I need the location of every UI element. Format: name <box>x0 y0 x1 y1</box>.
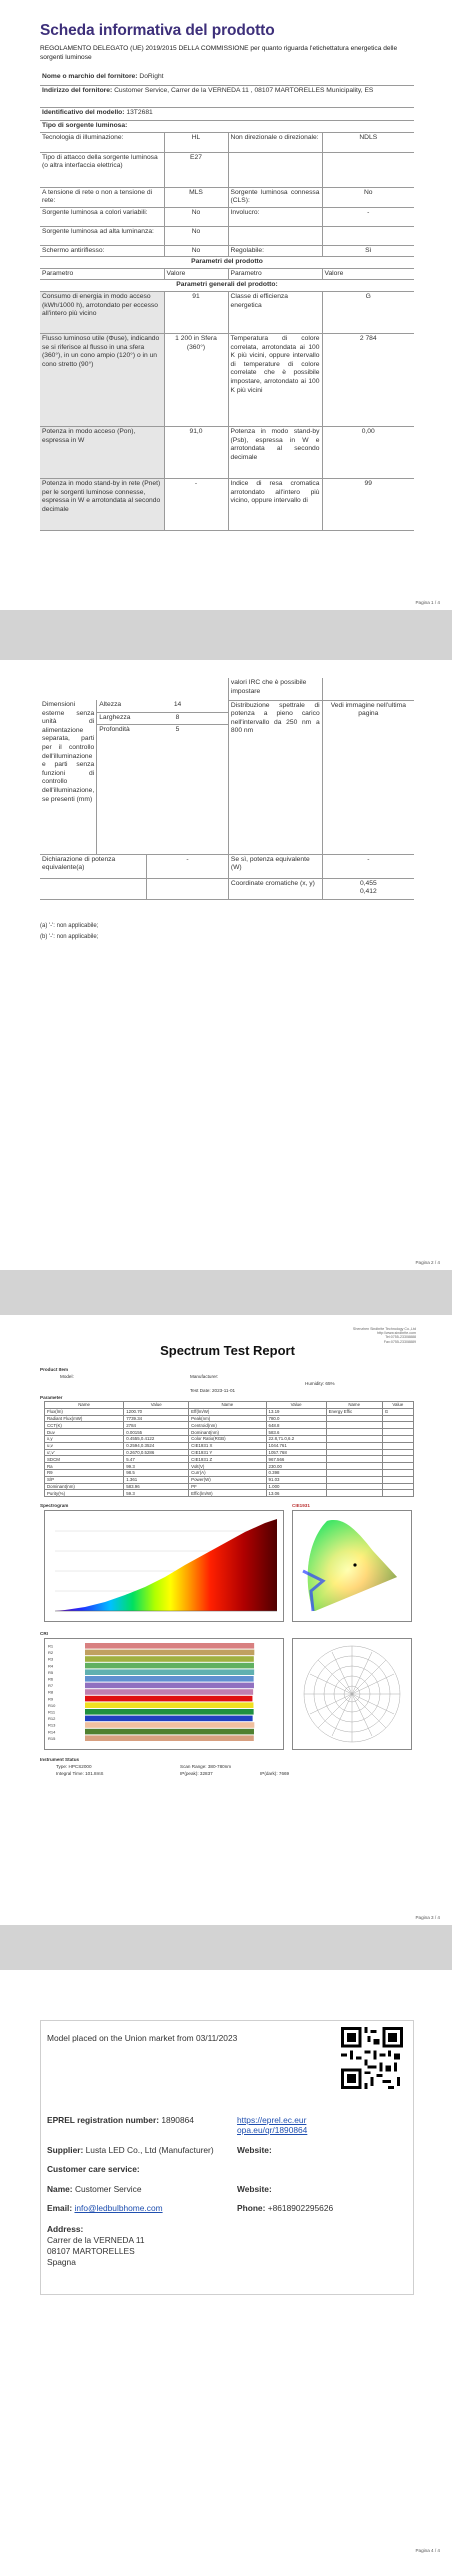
param-cell <box>382 1469 413 1476</box>
params-header: Parametri del prodotto <box>40 257 414 269</box>
param-cell: SDCM <box>45 1456 124 1463</box>
param-cell: 1.000 <box>266 1483 326 1490</box>
address-line: Spagna <box>47 2257 76 2267</box>
test-date: Test Date: 2023-11-01 <box>190 1388 236 1393</box>
cie-chart <box>292 1510 412 1622</box>
spectral-label: Distribuzione spettrale di potenza a pieno carico nell'intervallo da 250 nm a 800 nm <box>228 700 322 854</box>
integral-time: Integral Time: 101.8mS <box>56 1771 104 1776</box>
cri-bar-R9 <box>85 1696 252 1702</box>
param-cell: 583.96 <box>124 1483 189 1490</box>
regulation-text: REGOLAMENTO DELEGATO (UE) 2019/2015 DELLA COMMISSIONE per quanto riguarda l'etichettatura energetica delle sorgenti luminose <box>40 45 398 61</box>
param-cell: Dominant(nm) <box>45 1483 124 1490</box>
cri-label-R4: R4 <box>48 1663 54 1669</box>
eprel-label: EPREL registration number: <box>47 2115 159 2125</box>
param-col-header: Value <box>124 1402 189 1409</box>
param-cell: Effic(lm/W) <box>189 1490 266 1497</box>
param-cell <box>382 1429 413 1436</box>
row-value <box>322 152 414 187</box>
row-value: NDLS <box>322 133 414 152</box>
ip-dark: IP(dark): 7669 <box>260 1771 290 1776</box>
param-row <box>45 1463 414 1470</box>
page-number: Pagina 4 / 4 <box>415 2548 440 2553</box>
row-label: Indice di resa cromatica arrotondato all'intero più vicino, oppure intervallo di <box>228 479 322 531</box>
qr-code <box>341 2027 403 2089</box>
supplier-address-row: Indirizzo del fornitore: Customer Service, Carrer de la VERNEDA 11 , 08107 MARTORELLES Municipality, ES <box>40 85 414 107</box>
instrument-status-label: Instrument Status <box>40 1757 80 1762</box>
cri-bar-R14 <box>85 1729 254 1735</box>
continued-table <box>40 678 414 900</box>
param-col-header: Name <box>326 1402 382 1409</box>
param-cell: 22.8,71.0,6.2 <box>266 1435 326 1442</box>
param-row <box>45 1408 414 1415</box>
param-cell <box>326 1476 382 1483</box>
row-value: HL <box>164 133 228 152</box>
param-cell <box>326 1490 382 1497</box>
param-row <box>45 1456 414 1463</box>
height-label: Altezza <box>97 700 147 712</box>
name-label: Name: <box>47 2184 73 2194</box>
cri-bar-R13 <box>85 1722 254 1728</box>
row-label: Potenza in modo acceso (Pon), espressa in W <box>40 427 164 479</box>
instrument-type: Type: HPCS2000 <box>56 1764 92 1769</box>
cri-label: CRI <box>40 1631 48 1636</box>
cri-label-R9: R9 <box>48 1696 54 1702</box>
depth-label: Profondità <box>97 724 147 854</box>
param-row <box>45 1483 414 1490</box>
footnote-b: (b) '-': non applicabile; <box>40 934 99 940</box>
row-label: valori IRC che è possibile impostare <box>228 678 322 700</box>
depth-value: 5 <box>147 724 209 854</box>
dimensions-label: Dimensioni esterne senza unità di alimentazione separata, parti per il controllo dell'illuminazione e parti senza funzioni di controllo dell'illuminazione, se presenti (mm) <box>40 700 97 854</box>
page-1 <box>0 0 452 610</box>
cri-label-R10: R10 <box>48 1702 56 1708</box>
param-col-header: Value <box>266 1402 326 1409</box>
cri-label-R12: R12 <box>48 1716 56 1722</box>
spectrum-svg <box>45 1511 283 1621</box>
param-cell <box>326 1449 382 1456</box>
param-cell <box>326 1442 382 1449</box>
page-2 <box>0 660 452 1270</box>
row-label: Involucro: <box>228 207 322 226</box>
row-label: Tipo di attacco della sorgente luminosa (o altra interfaccia elettrica) <box>40 152 164 187</box>
address-line: 08107 MARTORELLES <box>47 2246 135 2256</box>
report-header-right: Shenzhen Sindbrite Technology Co.,Ltd http://www.sindbrite.com Tel:0755-23308888 Fax:0755-23308889 <box>352 1327 416 1344</box>
row-label: Potenza in modo stand-by in rete (Pnet) per le sorgenti luminose connesse, espressa in W e arrotondata al secondo decimale <box>40 479 164 531</box>
polar-svg <box>293 1639 411 1749</box>
param-cell: 59.3 <box>124 1490 189 1497</box>
param-cell: 967.566 <box>266 1456 326 1463</box>
param-cell: 13.06 <box>266 1490 326 1497</box>
row-value: 2 784 <box>322 334 414 427</box>
phone-label: Phone: <box>237 2203 266 2213</box>
param-cell: 99.3 <box>124 1463 189 1470</box>
chroma-y: 0,412 <box>359 888 377 896</box>
row-value <box>322 226 414 245</box>
cri-label-R14: R14 <box>48 1729 56 1735</box>
param-cell: Ra <box>45 1463 124 1470</box>
row-label: Flusso luminoso utile (Φuse), indicando se si riferisce al flusso in una sfera (360°), in un cono ampio (120°) o in un cono stretto (90°) <box>40 334 164 427</box>
param-cell: CIE1931 Y <box>189 1449 266 1456</box>
row-value: 91 <box>164 292 228 334</box>
param-cell: x,y <box>45 1435 124 1442</box>
param-cell: Dominant(nm) <box>189 1429 266 1436</box>
ip-peak: IP(peak): 32837 <box>180 1771 213 1776</box>
row-value: Sì <box>322 245 414 257</box>
param-cell: 1.361 <box>124 1476 189 1483</box>
param-cell: CIE1931 Z <box>189 1456 266 1463</box>
eprel-link[interactable]: https://eprel.ec.europa.eu/qr/1890864 <box>237 2115 308 2135</box>
website-label: Website: <box>237 2145 272 2155</box>
param-cell: Curr(A) <box>189 1469 266 1476</box>
param-cell <box>382 1483 413 1490</box>
param-cell: Power(W) <box>189 1476 266 1483</box>
row-label: Tecnologia di illuminazione: <box>40 133 164 152</box>
chromaticity-label: Coordinate cromatiche (x, y) <box>228 878 322 899</box>
param-row <box>45 1435 414 1442</box>
spectrum-area <box>55 1519 277 1611</box>
param-cell <box>382 1456 413 1463</box>
col-header: Parametro <box>40 268 164 280</box>
row-label: A tensione di rete o non a tensione di rete: <box>40 187 164 207</box>
param-cell: CIE1931 X <box>189 1442 266 1449</box>
cri-bar-R6 <box>85 1676 254 1682</box>
row-label: Consumo di energia in modo acceso (kWh/1000 h), arrotondato per eccesso all'intero più vicino <box>40 292 164 334</box>
cri-label-R11: R11 <box>48 1709 56 1715</box>
email-label: Email: <box>47 2203 73 2213</box>
report-title: Spectrum Test Report <box>160 1343 295 1358</box>
param-cell: Peak(nm) <box>189 1415 266 1422</box>
phone-number: +8618902295626 <box>267 2203 334 2213</box>
param-row <box>45 1422 414 1429</box>
param-cell: 13.19 <box>266 1408 326 1415</box>
param-cell: 2784 <box>124 1422 189 1429</box>
equivalent-watt-label: Se sì, potenza equivalente (W) <box>228 854 322 878</box>
product-item-label: Product Item <box>40 1367 69 1372</box>
param-row <box>45 1490 414 1497</box>
cri-label-R2: R2 <box>48 1650 54 1656</box>
polar-chart <box>292 1638 412 1750</box>
qr-code-icon <box>341 2027 403 2089</box>
page-number: Pagina 2 / 4 <box>415 1260 440 1265</box>
param-cell: 0.2594,0.3524 <box>124 1442 189 1449</box>
param-cell <box>326 1469 382 1476</box>
col-header: Valore <box>322 268 414 280</box>
param-cell: Centroid(nm) <box>189 1422 266 1429</box>
row-value: E27 <box>164 152 228 187</box>
row-label: Regolabile: <box>228 245 322 257</box>
row-label: Classe di efficienza energetica <box>228 292 322 334</box>
row-label: Potenza in modo stand-by (Psb), espressa in W e arrotondata al secondo decimale <box>228 427 322 479</box>
page-4 <box>0 1970 452 2560</box>
param-cell: 230.00 <box>266 1463 326 1470</box>
width-label: Larghezza <box>97 712 147 724</box>
param-cell: G <box>382 1408 413 1415</box>
cri-label-R3: R3 <box>48 1656 54 1662</box>
cri-bar-R7 <box>85 1683 254 1689</box>
param-cell: S/P <box>45 1476 124 1483</box>
row-label <box>228 152 322 187</box>
row-value: No <box>164 207 228 226</box>
cri-bar-R8 <box>85 1689 253 1695</box>
param-cell <box>382 1422 413 1429</box>
cri-label-R8: R8 <box>48 1689 54 1695</box>
placed-on-market: Model placed on the Union market from 03/11/2023 <box>47 2033 238 2043</box>
param-cell: Energy Effic <box>326 1408 382 1415</box>
row-value: 0,00 <box>322 427 414 479</box>
page-title: Scheda informativa del prodotto <box>40 22 275 39</box>
chroma-x: 0,455 <box>359 879 377 887</box>
website2-label: Website: <box>237 2184 272 2194</box>
param-cell: R9 <box>45 1469 124 1476</box>
param-cell <box>382 1463 413 1470</box>
param-cell: 583.6 <box>266 1429 326 1436</box>
param-cell: Color Ratio(RGB) <box>189 1435 266 1442</box>
row-value: 91,0 <box>164 427 228 479</box>
row-value: 99 <box>322 479 414 531</box>
supplier-label: Supplier: <box>47 2145 84 2155</box>
parameter-table <box>44 1401 414 1497</box>
col-header: Valore <box>164 268 228 280</box>
param-cell <box>382 1435 413 1442</box>
param-cell: Eff(lm/W) <box>189 1408 266 1415</box>
param-row <box>45 1429 414 1436</box>
param-col-header: Name <box>45 1402 124 1409</box>
page-3 <box>0 1315 452 1925</box>
height-value: 14 <box>147 700 209 712</box>
row-label: Schermo antiriflesso: <box>40 245 164 257</box>
col-header: Parametro <box>228 268 322 280</box>
param-cell <box>326 1415 382 1422</box>
address-line: Carrer de la VERNEDA 11 <box>47 2235 145 2245</box>
cri-bar-R11 <box>85 1709 254 1715</box>
param-col-header: Name <box>189 1402 266 1409</box>
row-label: Temperatura di colore correlata, arrotondata ai 100 K più vicini, oppure intervallo di temperature di colore correlate che è possibile impostare, arrotondato ai 100 K più vicini <box>228 334 322 427</box>
general-params-header: Parametri generali del prodotto: <box>40 280 414 292</box>
address-label: Address: <box>47 2224 84 2234</box>
cri-svg <box>45 1639 283 1749</box>
param-cell: 0.2670,0.5286 <box>124 1449 189 1456</box>
row-value: No <box>164 245 228 257</box>
param-cell: PF <box>189 1483 266 1490</box>
chromaticity-value <box>322 878 414 899</box>
row-value: No <box>322 187 414 207</box>
model-label: Model: <box>60 1374 74 1379</box>
param-cell: 7739.34 <box>124 1415 189 1422</box>
param-cell: 98.5 <box>124 1469 189 1476</box>
cie-svg <box>293 1511 411 1621</box>
param-cell <box>326 1463 382 1470</box>
cri-label-R7: R7 <box>48 1683 54 1689</box>
param-cell: Flux(lm) <box>45 1408 124 1415</box>
param-cell: Duv <box>45 1429 124 1436</box>
type-table <box>40 133 414 531</box>
row-label: Sorgente luminosa a colori variabili: <box>40 207 164 226</box>
param-cell <box>326 1483 382 1490</box>
param-cell: 0.398 <box>266 1469 326 1476</box>
cri-bar-R4 <box>85 1663 254 1669</box>
row-label <box>228 226 322 245</box>
param-cell <box>326 1429 382 1436</box>
param-cell <box>382 1449 413 1456</box>
param-row <box>45 1469 414 1476</box>
param-row <box>45 1476 414 1483</box>
equivalent-watt-value: - <box>322 854 414 878</box>
equivalent-power-value: - <box>147 854 229 878</box>
param-cell: 5.47 <box>124 1456 189 1463</box>
cri-label-R5: R5 <box>48 1669 54 1675</box>
row-value: G <box>322 292 414 334</box>
parameter-label: Parameter <box>40 1395 63 1400</box>
param-cell: Purity(%) <box>45 1490 124 1497</box>
param-cell: 0.00155 <box>124 1429 189 1436</box>
cri-label-R6: R6 <box>48 1676 54 1682</box>
cri-label-R13: R13 <box>48 1722 56 1728</box>
email-link[interactable]: info@ledbulbhome.com <box>74 2203 163 2213</box>
customer-care-label: Customer care service: <box>47 2164 140 2174</box>
row-label: Sorgente luminosa connessa (CLS): <box>228 187 322 207</box>
param-cell: 91.03 <box>266 1476 326 1483</box>
param-cell <box>382 1415 413 1422</box>
model-row: Identificativo del modello: 13T2681 <box>40 107 414 120</box>
row-label: Sorgente luminosa ad alta luminanza: <box>40 226 164 245</box>
cri-label-R15: R15 <box>48 1735 56 1741</box>
param-cell: 0.4555,0.4122 <box>124 1435 189 1442</box>
cri-bar-R5 <box>85 1669 254 1675</box>
param-cell: CCT(K) <box>45 1422 124 1429</box>
param-cell: 780.0 <box>266 1415 326 1422</box>
cri-bar-R2 <box>85 1650 254 1656</box>
page-number: Pagina 3 / 4 <box>415 1915 440 1920</box>
param-cell <box>326 1422 382 1429</box>
supplier-name: Lusta LED Co., Ltd (Manufacturer) <box>85 2145 214 2155</box>
param-cell: Radiant Flux(mW) <box>45 1415 124 1422</box>
param-row <box>45 1415 414 1422</box>
scan-range: Scan Range: 380-780nm <box>180 1764 232 1769</box>
row-value: - <box>164 479 228 531</box>
cie-point <box>353 1563 356 1566</box>
cri-bar-R15 <box>85 1735 254 1741</box>
humidity-label: Humidity: 65% <box>305 1381 335 1386</box>
cri-bar-R10 <box>85 1702 253 1708</box>
spectrogram-chart <box>44 1510 284 1622</box>
param-cell <box>382 1442 413 1449</box>
row-value: No <box>164 226 228 245</box>
param-cell: 1044.761 <box>266 1442 326 1449</box>
row-value: - <box>322 207 414 226</box>
param-cell <box>326 1435 382 1442</box>
param-col-header: Value <box>382 1402 413 1409</box>
cri-chart <box>44 1638 284 1750</box>
spectrogram-label: Spectrogram <box>40 1503 69 1508</box>
param-cell <box>326 1456 382 1463</box>
eprel-number: 1890864 <box>161 2115 194 2125</box>
equivalent-power-label: Dichiarazione di potenza equivalente(a) <box>40 854 147 878</box>
cri-bar-R12 <box>85 1716 253 1722</box>
eprel-box <box>40 2020 414 2295</box>
row-value: MLS <box>164 187 228 207</box>
param-cell: u',v' <box>45 1449 124 1456</box>
row-label: Non direzionale o direzionale: <box>228 133 322 152</box>
customer-name: Customer Service <box>74 2184 142 2194</box>
footnote-a: (a) '-': non applicabile; <box>40 923 99 929</box>
param-row <box>45 1442 414 1449</box>
spectral-value: Vedi immagine nell'ultima pagina <box>322 700 414 854</box>
param-cell <box>382 1476 413 1483</box>
light-source-type-row: Tipo di sorgente luminosa: <box>40 120 414 132</box>
cie-label: CIE1931 <box>292 1503 310 1508</box>
page-number: Pagina 1 / 4 <box>415 600 440 605</box>
cri-bar-R1 <box>85 1643 254 1649</box>
cri-bar-R3 <box>85 1656 254 1662</box>
param-cell: 648.8 <box>266 1422 326 1429</box>
param-cell: u,v <box>45 1442 124 1449</box>
param-cell: 1057.768 <box>266 1449 326 1456</box>
width-value: 8 <box>147 712 209 724</box>
cri-label-R1: R1 <box>48 1643 54 1649</box>
param-row <box>45 1449 414 1456</box>
supplier-name-row: Nome o marchio del fornitore: DoRight <box>40 72 414 85</box>
param-cell: 1200.70 <box>124 1408 189 1415</box>
info-table <box>40 72 414 133</box>
model-value: Manufacturer: <box>190 1374 219 1379</box>
param-cell: Volt(V) <box>189 1463 266 1470</box>
param-cell <box>382 1490 413 1497</box>
row-value: 1 200 in Sfera (360°) <box>164 334 228 427</box>
